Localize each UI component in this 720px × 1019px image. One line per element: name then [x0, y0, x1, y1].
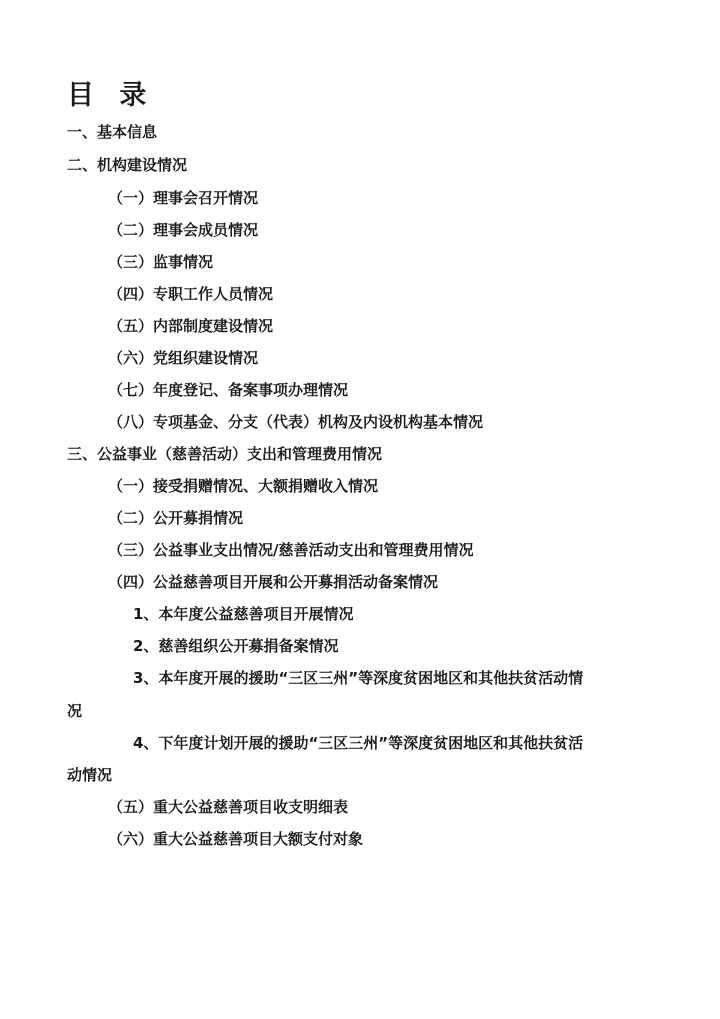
toc-entry-basic-info: 一、基本信息 [67, 123, 158, 141]
toc-entry-welfare-expenditure: （三）公益事业支出情况/慈善活动支出和管理费用情况 [108, 541, 474, 559]
toc-entry-party-organization: （六）党组织建设情况 [108, 349, 259, 367]
toc-entry-current-poverty-aid-cont: 况 [67, 702, 83, 720]
toc-entry-current-poverty-aid: 3、本年度开展的援助“三区三州”等深度贫困地区和其他扶贫活动情 [133, 669, 584, 687]
toc-entry-annual-registration: （七）年度登记、备案事项办理情况 [108, 381, 349, 399]
toc-entry-supervisors: （三）监事情况 [108, 253, 214, 271]
toc-entry-donations-received: （一）接受捐赠情况、大额捐赠收入情况 [108, 477, 379, 495]
toc-entry-fundraising-filings: 2、慈善组织公开募捐备案情况 [133, 637, 339, 655]
toc-entry-major-payment-recipients: （六）重大公益慈善项目大额支付对象 [108, 830, 364, 848]
toc-entry-org-construction: 二、机构建设情况 [67, 156, 188, 174]
toc-entry-special-funds: （八）专项基金、分支（代表）机构及内设机构基本情况 [108, 413, 484, 431]
toc-entry-annual-projects: 1、本年度公益慈善项目开展情况 [133, 605, 354, 623]
toc-entry-full-time-staff: （四）专职工作人员情况 [108, 285, 274, 303]
toc-entry-public-fundraising: （二）公开募捐情况 [108, 509, 244, 527]
toc-entry-major-project-details: （五）重大公益慈善项目收支明细表 [108, 798, 349, 816]
page-title: 目 录 [67, 80, 155, 111]
toc-entry-next-year-poverty-aid: 4、下年度计划开展的援助“三区三州”等深度贫困地区和其他扶贫活 [133, 734, 584, 752]
toc-entry-projects-and-filings: （四）公益慈善项目开展和公开募捐活动备案情况 [108, 573, 439, 591]
toc-entry-next-year-poverty-aid-cont: 动情况 [67, 766, 113, 784]
toc-entry-public-welfare-expenses: 三、公益事业（慈善活动）支出和管理费用情况 [67, 445, 383, 463]
toc-entry-board-members: （二）理事会成员情况 [108, 221, 259, 239]
toc-entry-board-meetings: （一）理事会召开情况 [108, 189, 259, 207]
toc-entry-internal-systems: （五）内部制度建设情况 [108, 317, 274, 335]
